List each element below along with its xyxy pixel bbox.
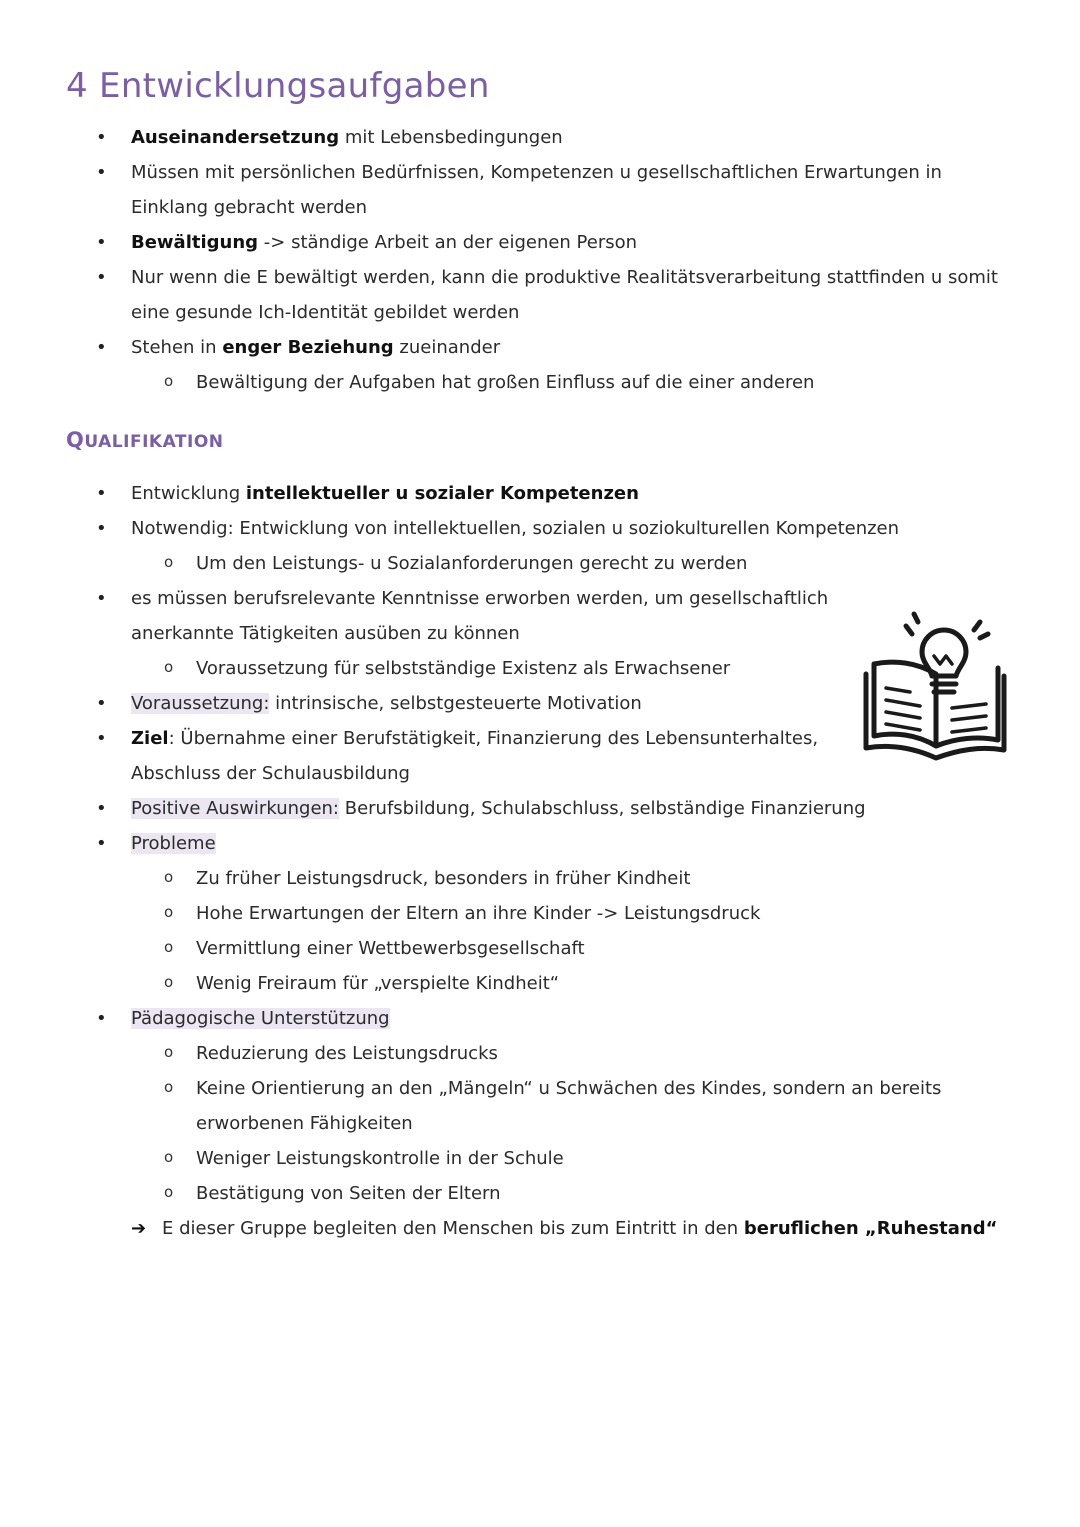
item-text: Weniger Leistungskontrolle in der Schule (196, 1148, 564, 1169)
list-item (0, 1001, 997, 1036)
qualifikation-list (0, 476, 997, 1246)
item-text: mit Lebensbedingungen (339, 127, 563, 148)
list-item (0, 826, 997, 861)
list-item (0, 260, 998, 295)
sub-list-item (0, 546, 997, 581)
highlighted-label: Pädagogische Unterstützung (131, 1008, 390, 1029)
page-title: 4 Entwicklungsaufgaben (66, 66, 490, 106)
list-item (0, 476, 997, 511)
intro-list (0, 120, 998, 400)
heading-rest: UALIFIKATION (84, 432, 224, 452)
item-text: -> ständige Arbeit an der eigenen Person (258, 232, 638, 253)
item-text: Einklang gebracht werden (131, 197, 368, 218)
list-item (0, 721, 997, 756)
sub-list-item (0, 1141, 997, 1176)
list-item-continuation (0, 295, 998, 330)
item-text: zueinander (393, 337, 501, 358)
item-text: erworbenen Fähigkeiten (196, 1113, 413, 1134)
bold-term: enger Beziehung (222, 337, 394, 358)
sub-list-item (0, 861, 997, 896)
list-item (0, 155, 998, 190)
item-text: Vermittlung einer Wettbewerbsgesellschaft (196, 938, 585, 959)
item-text: Keine Orientierung an den „Mängeln“ u Schwächen des Kindes, sondern an bereits (196, 1078, 942, 1099)
item-text: Stehen in (131, 337, 223, 358)
bold-term: intellektueller u sozialer Kompetenzen (245, 483, 639, 504)
sub-list-item (0, 1071, 997, 1106)
bold-term: Bewältigung (131, 232, 259, 253)
list-item-continuation (0, 190, 998, 225)
list-item (0, 330, 998, 365)
sub-list-item (0, 1036, 997, 1071)
item-text: Abschluss der Schulausbildung (131, 763, 410, 784)
sub-list-item (0, 365, 998, 400)
item-text: Bewältigung der Aufgaben hat großen Einfluss auf die einer anderen (196, 372, 815, 393)
bold-term: Auseinandersetzung (131, 127, 340, 148)
item-text: Reduzierung des Leistungsdrucks (196, 1043, 498, 1064)
list-item (0, 225, 998, 260)
item-text: Hohe Erwartungen der Eltern an ihre Kinder -> Leistungsdruck (196, 903, 761, 924)
item-text: Voraussetzung für selbstständige Existenz als Erwachsener (196, 658, 731, 679)
sub-list-item (0, 1176, 997, 1211)
item-text: intrinsische, selbstgesteuerte Motivation (269, 693, 642, 714)
bold-term: beruflichen „Ruhestand“ (743, 1218, 998, 1239)
item-text: Notwendig: Entwicklung von intellektuellen, sozialen u soziokulturellen Kompetenzen (131, 518, 900, 539)
item-text: Berufsbildung, Schulabschluss, selbständige Finanzierung (339, 798, 866, 819)
section-heading (66, 428, 224, 452)
list-item-continuation (0, 616, 997, 651)
sub-list-item-continuation (0, 1106, 997, 1141)
item-text: eine gesunde Ich-Identität gebildet werden (131, 302, 520, 323)
item-text: : Übernahme einer Berufstätigkeit, Finanzierung des Lebensunterhaltes, (168, 728, 819, 749)
list-item (0, 581, 997, 616)
highlighted-label: Probleme (131, 833, 216, 854)
item-text: Zu früher Leistungsdruck, besonders in früher Kindheit (196, 868, 691, 889)
sub-list-item (0, 931, 997, 966)
list-item (0, 120, 998, 155)
highlighted-label: Positive Auswirkungen: (131, 798, 339, 819)
list-item (0, 511, 997, 546)
sub-list-item (0, 966, 997, 1001)
book-lightbulb-icon (862, 604, 1012, 764)
item-text: Um den Leistungs- u Sozialanforderungen gerecht zu werden (196, 553, 748, 574)
item-text: Nur wenn die E bewältigt werden, kann die produktive Realitätsverarbeitung stattfinden u somit (131, 267, 998, 288)
item-text: Bestätigung von Seiten der Eltern (196, 1183, 501, 1204)
item-text: Wenig Freiraum für „verspielte Kindheit“ (196, 973, 560, 994)
heading-initial: Q (66, 428, 85, 452)
conclusion-item (0, 1211, 997, 1246)
list-item-continuation (0, 756, 997, 791)
item-text: E dieser Gruppe begleiten den Menschen bis zum Eintritt in den (162, 1218, 744, 1239)
list-item (0, 686, 997, 721)
item-text: anerkannte Tätigkeiten ausüben zu können (131, 623, 520, 644)
sub-list-item (0, 651, 997, 686)
highlighted-label: Voraussetzung: (131, 693, 270, 714)
list-item (0, 791, 997, 826)
bold-term: Ziel (131, 728, 169, 749)
item-text: es müssen berufsrelevante Kenntnisse erworben werden, um gesellschaftlich (131, 588, 829, 609)
sub-list-item (0, 896, 997, 931)
item-text: Müssen mit persönlichen Bedürfnissen, Kompetenzen u gesellschaftlichen Erwartungen in (131, 162, 942, 183)
item-text: Entwicklung (131, 483, 246, 504)
